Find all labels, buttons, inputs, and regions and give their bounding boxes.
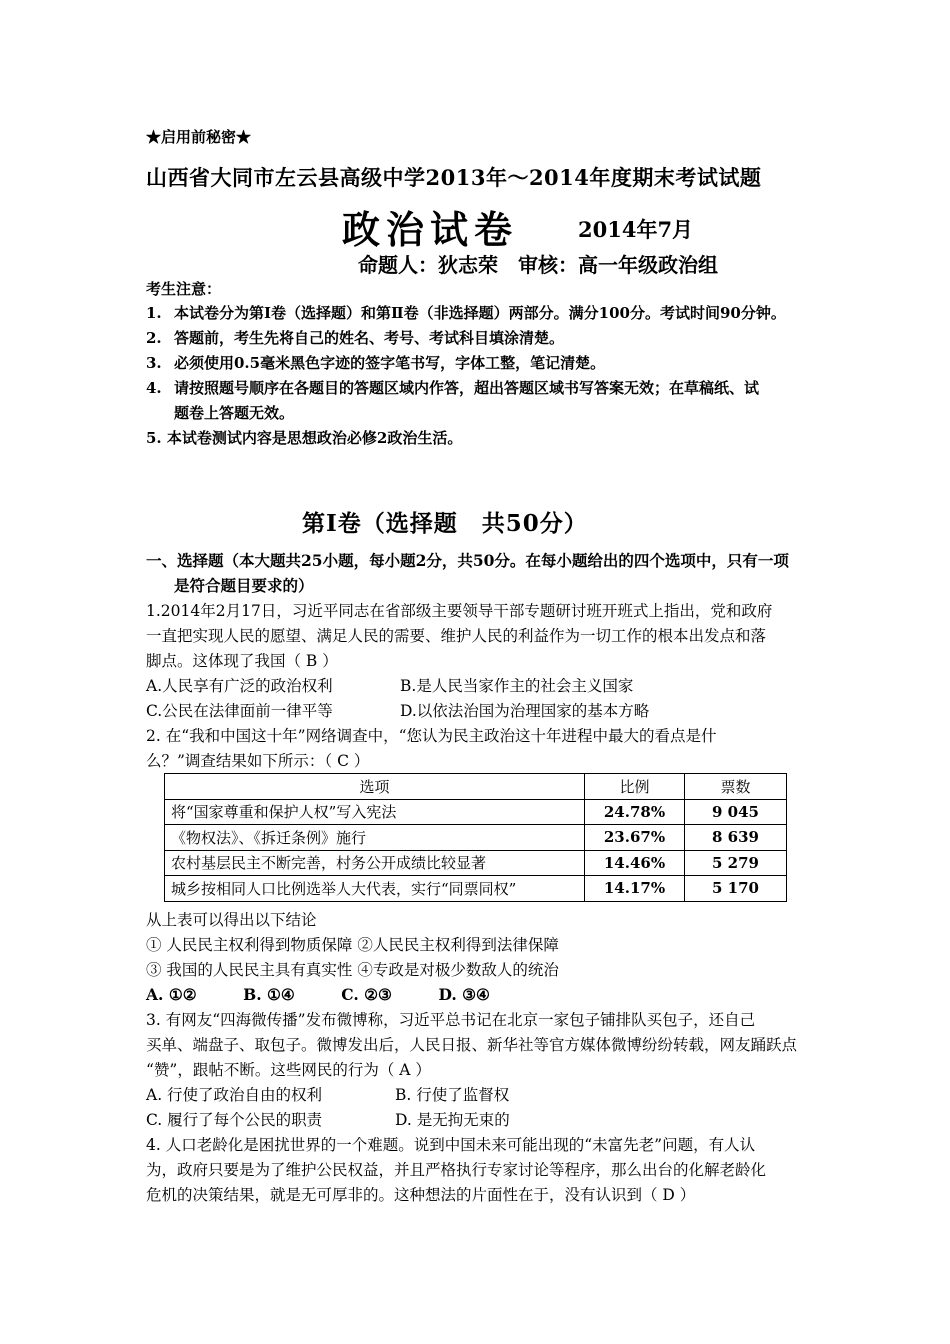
table-cell-option: 《物权法》、《拆迁条例》施行: [165, 825, 585, 851]
table-cell-votes: 5 170: [685, 876, 787, 902]
table-row: [165, 799, 787, 825]
table-cell-option: 农村基层民主不断完善，村务公开成绩比较显著: [165, 850, 585, 876]
table-cell-option: 将“国家尊重和保护人权”写入宪法: [165, 799, 585, 825]
q4-stem: 4. 人口老龄化是困扰世界的一个难题。说到中国未来可能出现的“未富先老”问题，有人认: [146, 1136, 756, 1154]
table-row: [165, 825, 787, 851]
table-cell-ratio: 14.17%: [585, 876, 685, 902]
q3-option-a: A. 行使了政治自由的权利: [146, 1086, 323, 1104]
table-header: 票数: [685, 774, 787, 800]
q4-stem-line2: 为，政府只要是为了维护公民权益，并且严格执行专家讨论等程序，那么出台的化解老龄化: [146, 1161, 767, 1179]
notice-item-text: 请按照题号顺序在各题目的答题区域内作答，超出答题区域书写答案无效；在草稿纸、试: [174, 379, 760, 397]
q1-option-c: C.公民在法律面前一律平等: [146, 702, 333, 720]
q2-conclusion-label: 从上表可以得出以下结论: [146, 911, 317, 929]
q3-option-d: D. 是无拘无束的: [395, 1111, 510, 1129]
q1-stem-line3: 脚点。这体现了我国（ B ）: [146, 652, 338, 670]
table-header-row: [165, 774, 787, 800]
notice-heading: 考生注意：: [146, 280, 222, 298]
notice-item-text: 答题前，考生先将自己的姓名、考号、考试科目填涂清楚。: [174, 329, 565, 347]
q3-option-c: C. 履行了每个公民的职责: [146, 1111, 323, 1129]
notice-item-text: 必须使用0.5毫米黑色字迹的签字笔书写，字体工整，笔记清楚。: [174, 354, 606, 372]
table-cell-option: 城乡按相同人口比例选举人大代表，实行“同票同权”: [165, 876, 585, 902]
notice-item: [146, 302, 786, 323]
notice-item-5: 5. 本试卷测试内容是思想政治必修2政治生活。: [146, 429, 463, 447]
secret-mark: ★启用前秘密★: [146, 128, 252, 146]
notice-item-continuation: 题卷上答题无效。: [174, 404, 295, 422]
notice-item-number: 3.: [146, 354, 162, 372]
q4-stem-line3: 危机的决策结果，就是无可厚非的。这种想法的片面性在于，没有认识到（ D ）: [146, 1186, 696, 1204]
table-cell-ratio: 24.78%: [585, 799, 685, 825]
notice-item: [146, 327, 564, 348]
notice-item-text: 本试卷分为第Ⅰ卷（选择题）和第Ⅱ卷（非选择题）两部分。满分100分。考试时间90分钟。: [174, 304, 786, 322]
table-header: 比例: [585, 774, 685, 800]
q2-options: A. ①② B. ①④ C. ②③ D. ③④: [146, 985, 490, 1004]
survey-table: [164, 773, 787, 902]
q1-option-d: D.以依法治国为治理国家的基本方略: [400, 702, 650, 720]
table-header: 选项: [165, 774, 585, 800]
notice-item-number: 2.: [146, 329, 162, 347]
table-cell-votes: 8 639: [685, 825, 787, 851]
q1-stem-line2: 一直把实现人民的愿望、满足人民的需要、维护人民的利益作为一切工作的根本出发点和落: [146, 627, 767, 645]
notice-item: [146, 352, 605, 373]
exam-author: 命题人：狄志荣 审核：高一年级政治组: [358, 253, 718, 277]
section1-instruction: 一、选择题（本大题共25小题，每小题2分，共50分。在每小题给出的四个选项中，只有一项: [146, 551, 789, 570]
table-cell-ratio: 23.67%: [585, 825, 685, 851]
q2-statements-3-4: ③ 我国的人民民主具有真实性 ④专政是对极少数敌人的统治: [146, 961, 559, 979]
section1-instruction-cont: 是符合题目要求的）: [174, 576, 314, 595]
q1-option-b: B.是人民当家作主的社会主义国家: [400, 677, 634, 695]
section1-title: 第Ⅰ卷（选择题 共50分）: [302, 510, 588, 537]
q3-stem: 3. 有网友“四海微传播”发布微博称，习近平总书记在北京一家包子铺排队买包子，还自己: [146, 1011, 756, 1029]
q2-statements-1-2: ① 人民民主权利得到物质保障 ②人民民主权利得到法律保障: [146, 936, 559, 954]
q1-option-a: A.人民享有广泛的政治权利: [146, 677, 333, 695]
notice-item-number: 1.: [146, 304, 162, 322]
exam-name: 政治试卷: [342, 208, 519, 252]
q3-stem-line3: “赞”，跟帖不断。这些网民的行为（ A ）: [146, 1061, 431, 1079]
q2-stem: 2. 在“我和中国这十年”网络调查中，“您认为民主政治这十年进程中最大的看点是什: [146, 727, 717, 745]
q1-stem: 1.2014年2月17日，习近平同志在省部级主要领导干部专题研讨班开班式上指出，党和政府: [146, 602, 773, 620]
exam-title: 山西省大同市左云县高级中学2013年～2014年度期末考试试题: [146, 165, 762, 190]
table-cell-votes: 5 279: [685, 850, 787, 876]
notice-item: [146, 377, 759, 398]
q3-stem-line2: 买单、端盘子、取包子。微博发出后，人民日报、新华社等官方媒体微博纷纷转载，网友踊跃点: [146, 1036, 798, 1054]
table-cell-ratio: 14.46%: [585, 850, 685, 876]
q2-stem-line2: 么？”调查结果如下所示：（ C ）: [146, 752, 370, 770]
table-row: [165, 850, 787, 876]
q3-option-b: B. 行使了监督权: [395, 1086, 510, 1104]
notice-item-number: 4.: [146, 379, 162, 397]
table-cell-votes: 9 045: [685, 799, 787, 825]
exam-date: 2014年7月: [578, 217, 694, 242]
table-row: [165, 876, 787, 902]
